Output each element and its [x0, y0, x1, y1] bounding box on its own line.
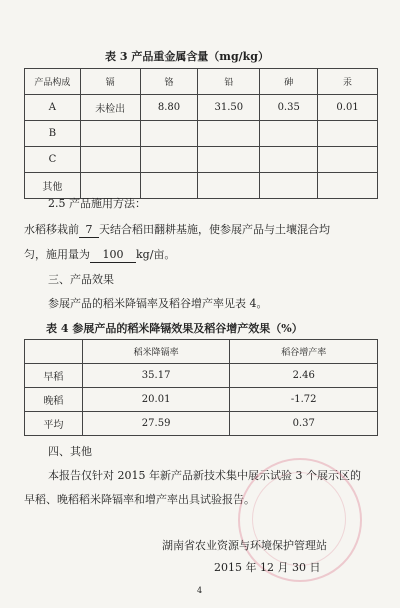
table-header: 稻谷增产率 — [230, 340, 378, 364]
section-2-5-heading: 2.5 产品施用方法： — [48, 197, 146, 210]
table-row — [25, 121, 378, 147]
section-3-text: 参展产品的稻米降镉率及稻谷增产率见表 4。 — [48, 297, 268, 310]
table-cell: 0.35 — [260, 95, 318, 121]
table-header: 镉 — [80, 69, 140, 95]
table-header: 产品构成 — [25, 69, 81, 95]
section-4-line-1: 本报告仅针对 2015 年新产品新技术集中展示试验 3 个展示区的 — [48, 469, 361, 482]
amount-value: 100 — [90, 248, 136, 263]
table-cell — [140, 147, 198, 173]
table-cell: 早稻 — [25, 364, 83, 388]
table-cell — [198, 147, 260, 173]
table-cell: -1.72 — [230, 388, 378, 412]
table-header: 砷 — [260, 69, 318, 95]
table-cell: 2.46 — [230, 364, 378, 388]
table-cell: 27.59 — [82, 412, 230, 436]
table-row — [25, 147, 378, 173]
table-cell: 晚稻 — [25, 388, 83, 412]
table-cell: 0.37 — [230, 412, 378, 436]
section-3-heading: 三、产品效果 — [48, 273, 114, 286]
table-cell — [260, 173, 318, 199]
section-4-line-2: 早稻、晚稻稻米降镉率和增产率出具试验报告。 — [24, 493, 255, 506]
table-cell — [198, 121, 260, 147]
signature-org: 湖南省农业资源与环境保护管理站 — [162, 539, 327, 552]
table-cell: 31.50 — [198, 95, 260, 121]
table-cell: 8.80 — [140, 95, 198, 121]
table-cell: A — [25, 95, 81, 121]
signature-date: 2015 年 12 月 30 日 — [214, 561, 321, 574]
table-row — [25, 412, 378, 436]
table-cell: 35.17 — [82, 364, 230, 388]
table3-caption: 表 3 产品重金属含量（mg/kg） — [105, 50, 269, 63]
table-cell — [260, 147, 318, 173]
table-cell: B — [25, 121, 81, 147]
table-cell: 其他 — [25, 173, 81, 199]
application-method-line-1 — [24, 220, 330, 240]
table-row — [25, 95, 378, 121]
days-value: 7 — [79, 223, 99, 238]
table-header — [25, 340, 83, 364]
table-cell — [260, 121, 318, 147]
text-span: 匀，施用量为 — [24, 248, 90, 261]
table-cell — [140, 121, 198, 147]
table-cell — [318, 121, 378, 147]
table-cell — [80, 147, 140, 173]
table-cell: 20.01 — [82, 388, 230, 412]
table-cell — [140, 173, 198, 199]
table-header-row — [25, 340, 378, 364]
table-row — [25, 388, 378, 412]
text-span: 天结合稻田翻耕基施，使参展产品与土壤混合均 — [99, 223, 330, 236]
table-cell: 0.01 — [318, 95, 378, 121]
table-cell — [80, 121, 140, 147]
table-cell: 未检出 — [80, 95, 140, 121]
table-cell — [198, 173, 260, 199]
table-header: 汞 — [318, 69, 378, 95]
table-cell — [318, 173, 378, 199]
page-number: 4 — [197, 586, 203, 595]
heavy-metal-table — [24, 68, 378, 199]
text-span: 水稻移栽前 — [24, 223, 79, 236]
effect-table — [24, 339, 378, 436]
text-span: kg/亩。 — [136, 248, 176, 261]
table-cell: 平均 — [25, 412, 83, 436]
table-cell — [318, 147, 378, 173]
section-4-heading: 四、其他 — [48, 445, 92, 458]
table-row — [25, 364, 378, 388]
table4-caption: 表 4 参展产品的稻米降镉效果及稻谷增产效果（%） — [46, 322, 303, 335]
table-header: 铬 — [140, 69, 198, 95]
table-header: 铅 — [198, 69, 260, 95]
table-cell: C — [25, 147, 81, 173]
table-header-row — [25, 69, 378, 95]
table-header: 稻米降镉率 — [82, 340, 230, 364]
application-method-line-2 — [24, 245, 175, 265]
